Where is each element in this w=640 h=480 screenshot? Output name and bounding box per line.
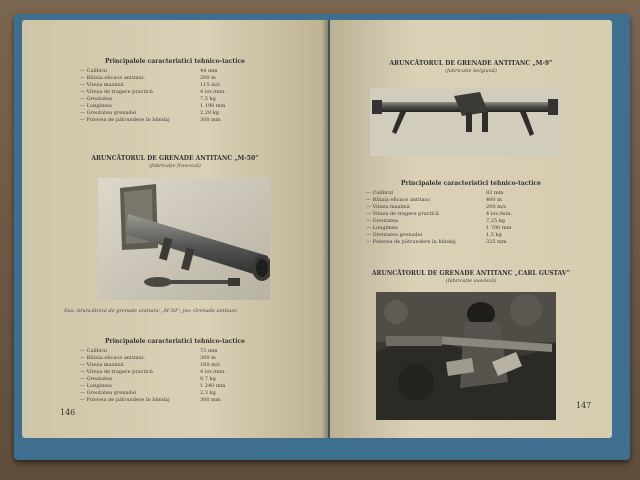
spec-row xyxy=(366,239,546,246)
spec-value: 1 190 mm xyxy=(200,103,226,109)
spec-row xyxy=(366,190,546,197)
left-page xyxy=(22,20,328,438)
spec-label: — Bătaia eficace antitanc xyxy=(80,355,145,361)
spec-label: — Greutatea xyxy=(80,96,113,102)
spec-row xyxy=(366,204,546,211)
carl-gustav-soldier-photo xyxy=(376,292,556,420)
spec-label: — Greutatea xyxy=(80,376,113,382)
specs-title-bottom: Principalele caracteristici tehnico-tactice xyxy=(105,338,245,345)
spec-value: 7,5 kg xyxy=(200,96,216,102)
spec-row xyxy=(80,110,260,117)
weapon-heading: ARUNCĂTORUL DE GRENADE ANTITANC „M-9” xyxy=(389,60,553,67)
weapon-subtitle: (fabricație suedeză) xyxy=(445,278,497,284)
spec-row xyxy=(80,348,260,355)
specs-table-top xyxy=(80,68,260,124)
spec-label: — Bătaia eficace antitanc xyxy=(366,197,431,203)
m50-launcher-photo xyxy=(98,178,270,300)
spec-value: 2,20 kg xyxy=(200,110,219,116)
spec-row xyxy=(80,75,260,82)
spec-value: 1 700 mm xyxy=(486,225,512,231)
spec-row xyxy=(366,225,546,232)
spec-value: 4 lov./min. xyxy=(200,369,227,375)
specs-table-bottom xyxy=(80,348,260,404)
spec-label: — Calibrul xyxy=(80,68,108,74)
spec-row xyxy=(80,397,260,404)
weapon-subtitle: (fabricație belgiană) xyxy=(445,68,497,74)
spec-label: — Puterea de pătrundere în blindaj xyxy=(80,397,170,403)
spec-value: 73 mm xyxy=(200,348,218,354)
spec-value: 83 mm xyxy=(486,190,504,196)
spec-label: — Greutatea grenadei xyxy=(366,232,423,238)
spec-label: — Calibrul xyxy=(366,190,394,196)
spec-value: 1 240 mm xyxy=(200,383,226,389)
spec-label: — Puterea de pătrundere în blindaj xyxy=(80,117,170,123)
spec-label: — Viteza de tragere practică xyxy=(80,89,153,95)
weapon-heading: ARUNCĂTORUL DE GRENADE ANTITANC „M-50” xyxy=(91,155,259,162)
spec-value: 160 m/s xyxy=(200,362,221,368)
right-page xyxy=(330,20,612,438)
spec-row xyxy=(80,68,260,75)
spec-row xyxy=(80,390,260,397)
page-number: 147 xyxy=(576,401,592,410)
photo-caption: Sus: Aruncătorul de grenade antitanc „M-50”; jos: Grenada antitanc xyxy=(64,308,238,314)
spec-row xyxy=(80,117,260,124)
spec-row xyxy=(366,232,546,239)
spec-row xyxy=(80,355,260,362)
spec-row xyxy=(80,383,260,390)
spec-label: — Viteza de tragere practică xyxy=(80,369,153,375)
spec-label: — Viteza maximă xyxy=(80,82,124,88)
spec-value: 8,7 kg xyxy=(200,376,216,382)
spec-label: — Viteza maximă xyxy=(366,204,410,210)
spec-row xyxy=(80,103,260,110)
spec-value: 300 mm xyxy=(200,117,221,123)
spec-value: 400 m xyxy=(486,197,502,203)
spec-value: 4 lov./min. xyxy=(200,89,227,95)
spec-value: 1,5 kg xyxy=(486,232,502,238)
spec-label: — Lungimea xyxy=(80,383,112,389)
spec-value: 200 m/s xyxy=(486,204,507,210)
spec-row xyxy=(80,362,260,369)
spec-row xyxy=(80,376,260,383)
spec-value: 115 m/s xyxy=(200,82,221,88)
spec-row xyxy=(366,197,546,204)
spec-value: 44 mm xyxy=(200,68,218,74)
spec-row xyxy=(366,218,546,225)
spec-value: 300 mm xyxy=(200,397,221,403)
spec-row xyxy=(80,89,260,96)
specs-title-top: Principalele caracteristici tehnico-tactice xyxy=(105,58,245,65)
weapon-heading: ARUNCĂTORUL DE GRENADE ANTITANC „CARL GUSTAV” xyxy=(371,270,571,277)
spec-label: — Greutatea xyxy=(366,218,399,224)
spec-value: 325 mm xyxy=(486,239,507,245)
spec-value: 2,3 kg xyxy=(200,390,216,396)
spec-label: — Greutatea grenadei xyxy=(80,110,137,116)
spec-value: 300 m xyxy=(200,355,216,361)
spec-row xyxy=(80,82,260,89)
weapon-subtitle: (fabricație franceză) xyxy=(149,163,201,169)
specs-table xyxy=(366,190,546,246)
spec-label: — Lungimea xyxy=(80,103,112,109)
spec-label: — Puterea de pătrundere în blindaj xyxy=(366,239,456,245)
specs-title: Principalele caracteristici tehnico-tactice xyxy=(401,180,541,187)
spec-value: 4 lov./min. xyxy=(486,211,513,217)
spec-label: — Greutatea grenadei xyxy=(80,390,137,396)
spec-row xyxy=(80,96,260,103)
page-number: 146 xyxy=(60,408,76,417)
spec-label: — Lungimea xyxy=(366,225,398,231)
spec-label: — Viteza de tragere practică xyxy=(366,211,439,217)
spec-label: — Viteza maximă xyxy=(80,362,124,368)
spec-value: 7,25 kg xyxy=(486,218,505,224)
spec-label: — Calibrul xyxy=(80,348,108,354)
spec-value: 200 m xyxy=(200,75,216,81)
spec-label: — Bătaia eficace antitanc xyxy=(80,75,145,81)
spec-row xyxy=(366,211,546,218)
m9-launcher-photo xyxy=(370,88,560,156)
spec-row xyxy=(80,369,260,376)
